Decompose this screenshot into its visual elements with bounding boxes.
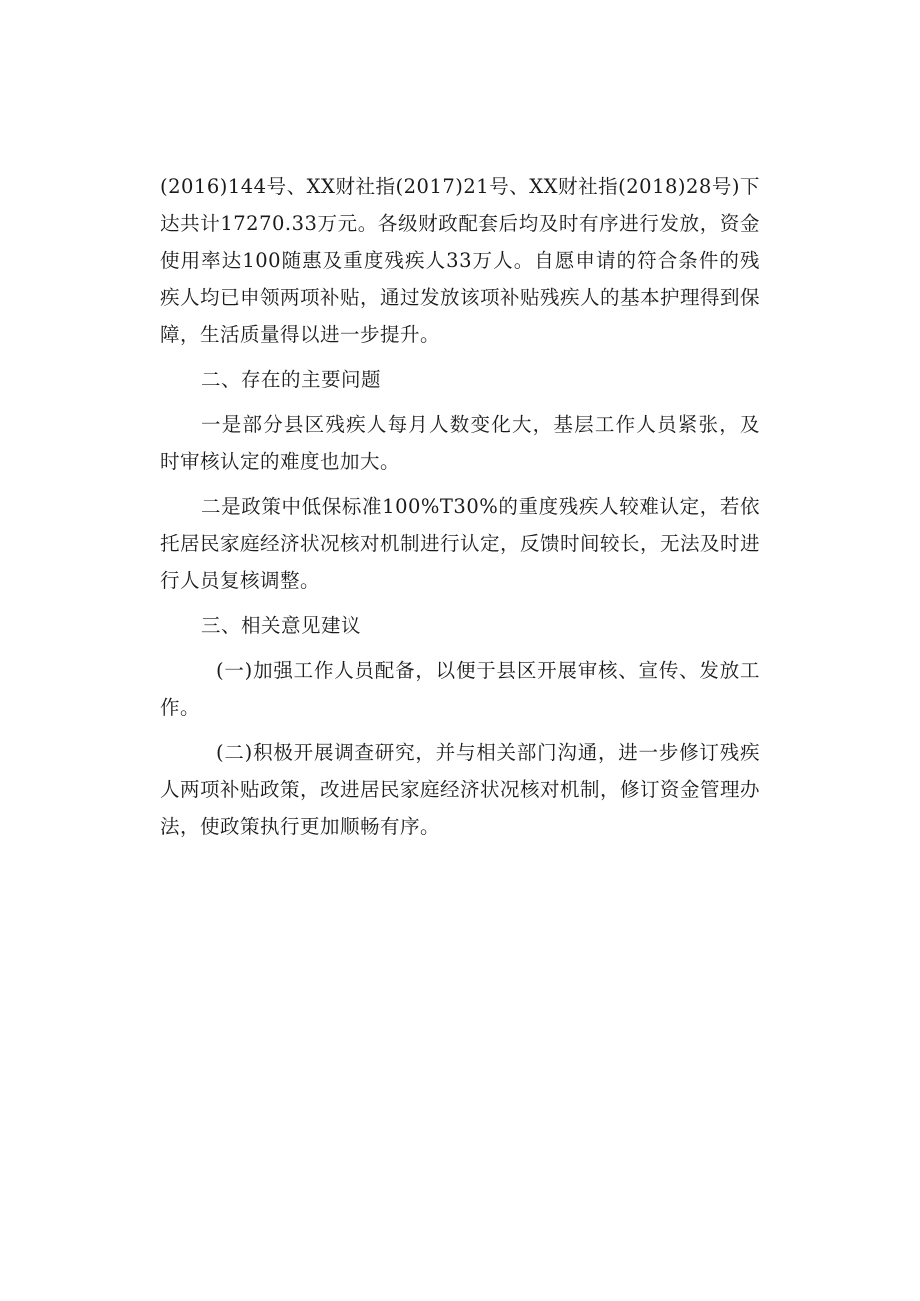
paragraph-suggestion-two: (二)积极开展调查研究，并与相关部门沟通，进一步修订残疾人两项补贴政策，改进居民家庭经济状况核对机制，修订资金管理办法，使政策执行更加顺畅有序。 <box>160 741 761 838</box>
paragraph-problem-one: 一是部分县区残疾人每月人数变化大，基层工作人员紧张，及时审核认定的难度也加大。 <box>160 413 760 473</box>
document-body <box>160 168 760 853</box>
section-heading-main-problems: 二、存在的主要问题 <box>201 368 382 391</box>
paragraph-funding-summary: (2016)144号、XX财社指(2017)21号、XX财社指(2018)28号)下达共计17270.33万元。各级财政配套后均及时有序进行发放，资金使用率达100随惠及重度残疾人33万人。自愿申请的符合条件的残疾人均已申领两项补贴，通过发放该项补贴残疾人的基本护理得到保障，生活质量得以进一步提升。 <box>160 175 761 346</box>
paragraph-suggestion-one: (一)加强工作人员配备，以便于县区开展审核、宣传、发放工作。 <box>160 659 760 719</box>
section-heading-suggestions: 三、相关意见建议 <box>201 614 362 637</box>
paragraph-problem-two: 二是政策中低保标准100%T30%的重度残疾人较难认定，若依托居民家庭经济状况核对机制进行认定，反馈时间较长，无法及时进行人员复核调整。 <box>160 495 761 592</box>
